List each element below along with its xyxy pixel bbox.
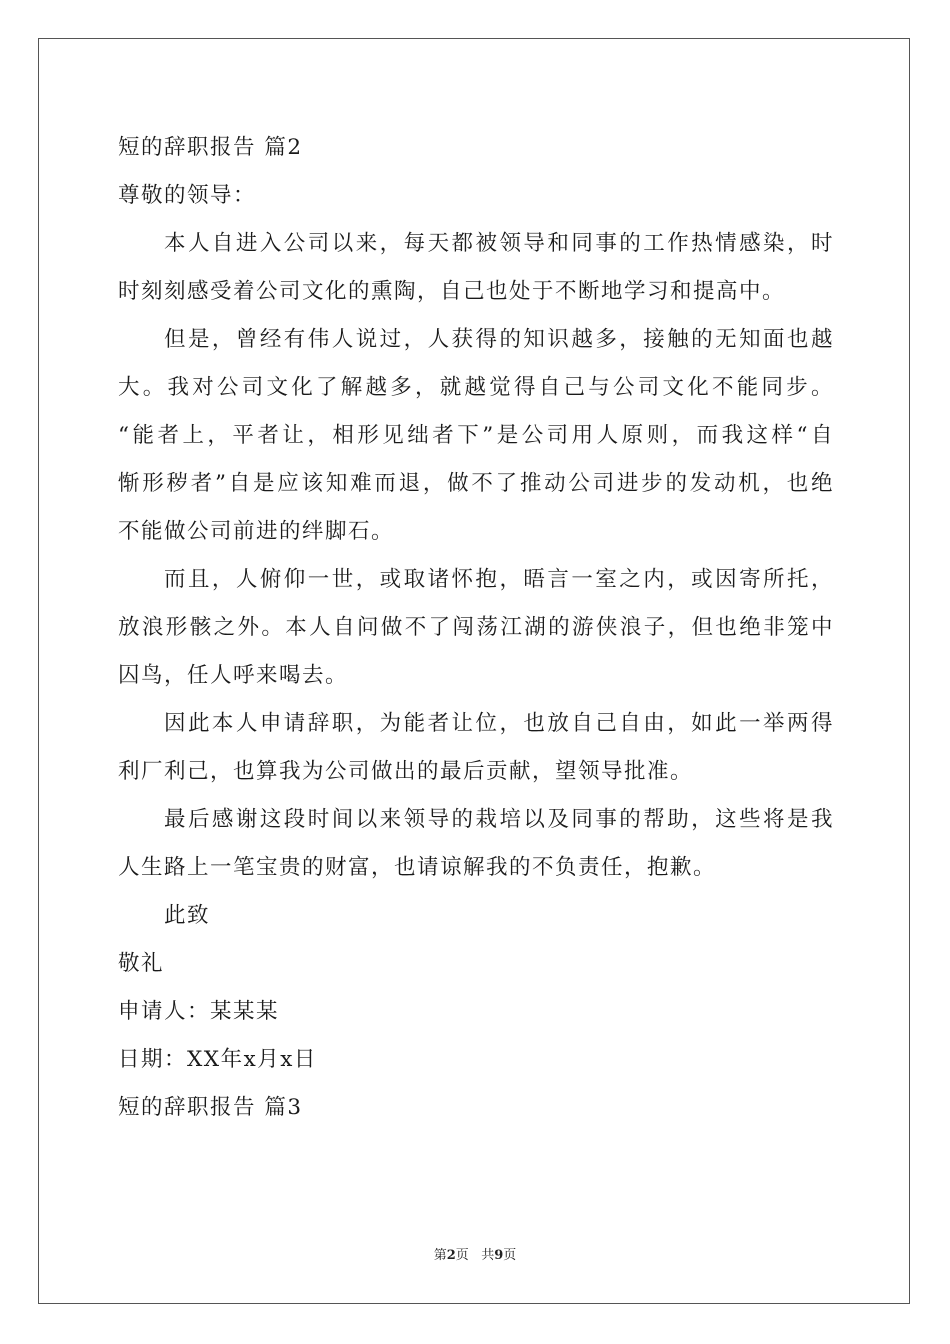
paragraph-line: 本人自进入公司以来，每天都被领导和同事的工作热情感染，时 (164, 231, 834, 256)
paragraph-line: 不能做公司前进的绊脚石。 (118, 519, 395, 544)
paragraph-line: 放浪形骸之外。本人自问做不了闯荡江湖的游侠浪子，但也绝非笼中 (118, 615, 834, 640)
section-heading-2: 短的辞职报告 篇2 (118, 135, 303, 160)
paragraph-line: 人生路上一笔宝贵的财富，也请谅解我的不负责任，抱歉。 (118, 855, 717, 880)
footer-total-pages: 9 (494, 1248, 504, 1263)
paragraph-line: 利厂利己，也算我为公司做出的最后贡献，望领导批准。 (118, 759, 694, 784)
paragraph-1 (118, 220, 834, 316)
footer-page-number: 2 (446, 1248, 456, 1263)
paragraph-line: 囚鸟，任人呼来喝去。 (118, 663, 349, 688)
section-heading-3: 短的辞职报告 篇3 (118, 1095, 303, 1120)
date-line: 日期：XX年x月x日 (118, 1047, 317, 1072)
paragraph-line: 时刻刻感受着公司文化的熏陶，自己也处于不断地学习和提高中。 (118, 279, 786, 304)
closing-salute: 敬礼 (118, 951, 165, 976)
paragraph-line: 但是，曾经有伟人说过，人获得的知识越多，接触的无知面也越 (164, 327, 834, 352)
document-body (118, 124, 834, 1132)
paragraph-2 (118, 316, 834, 556)
paragraph-3 (118, 556, 834, 700)
paragraph-line: 大。我对公司文化了解越多，就越觉得自己与公司文化不能同步。 (118, 375, 834, 400)
paragraph-line: 而且，人俯仰一世，或取诸怀抱，晤言一室之内，或因寄所托， (164, 567, 834, 592)
paragraph-4 (118, 700, 834, 796)
page-footer (0, 1247, 950, 1265)
closing-regards: 此致 (164, 903, 211, 928)
paragraph-line: 最后感谢这段时间以来领导的栽培以及同事的帮助，这些将是我 (164, 807, 834, 832)
applicant-line: 申请人：某某某 (118, 999, 280, 1024)
paragraph-line: 因此本人申请辞职，为能者让位，也放自己自由，如此一举两得 (164, 711, 834, 736)
footer-total-prefix: 共 (481, 1248, 495, 1263)
footer-page-prefix: 第 (433, 1248, 447, 1263)
footer-total-suffix: 页 (503, 1248, 517, 1263)
footer-page-suffix: 页 (455, 1248, 469, 1263)
salutation: 尊敬的领导： (118, 183, 257, 208)
paragraph-line: 惭形秽者”自是应该知难而退，做不了推动公司进步的发动机，也绝 (118, 471, 834, 496)
paragraph-5 (118, 796, 834, 892)
paragraph-line: “能者上，平者让，相形见绌者下”是公司用人原则，而我这样“自 (118, 423, 834, 448)
